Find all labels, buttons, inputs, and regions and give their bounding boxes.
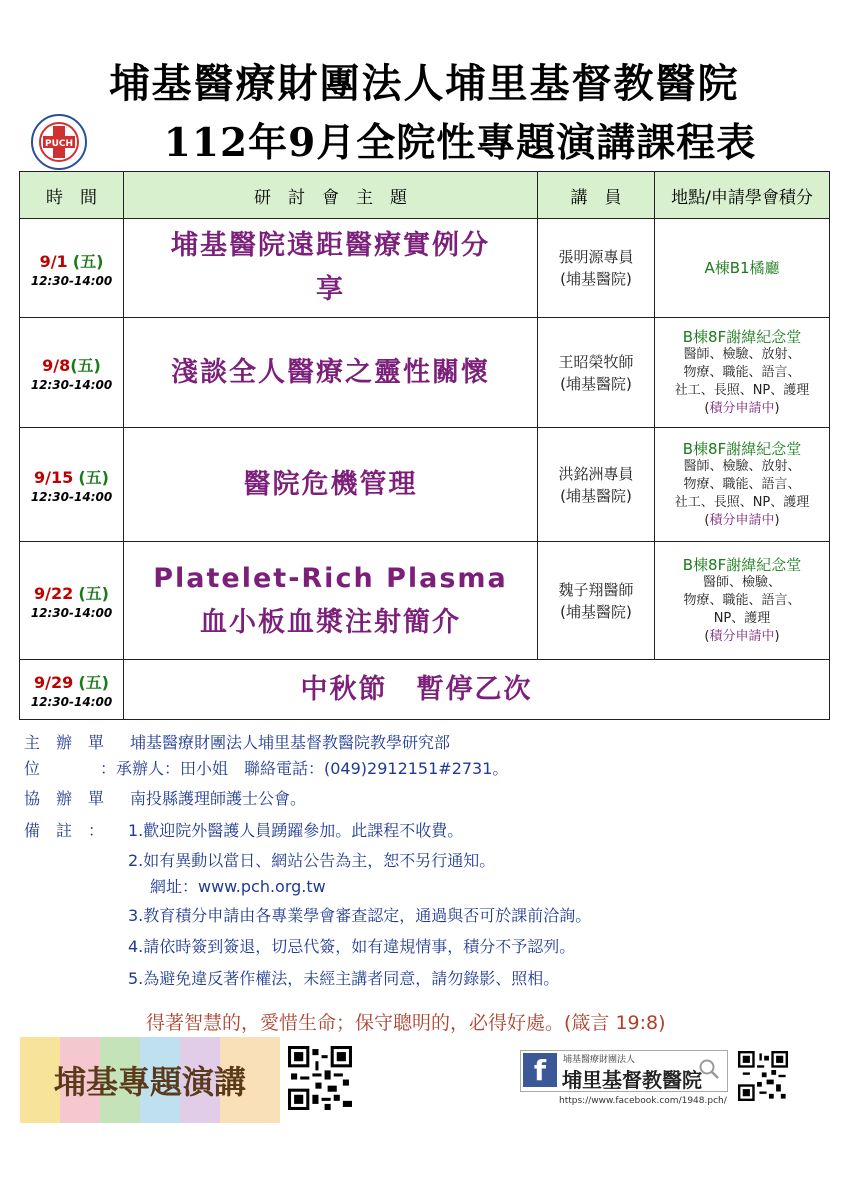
session-time: 12:30-14:00 (30, 490, 113, 504)
session-weekday: (五) (72, 251, 104, 271)
session-date: 9/22 (34, 584, 74, 603)
session-time: 12:30-14:00 (30, 273, 113, 288)
table-row (20, 318, 830, 428)
note-item: 1.歡迎院外醫護人員踴躍參加。此課程不收費。 (128, 821, 464, 840)
facebook-subtitle: 埔基醫療財團法人 (563, 1055, 636, 1065)
speaker-cell (538, 428, 655, 542)
time-cell (20, 542, 124, 660)
notes-label: 備 註 ： (24, 821, 105, 840)
page-subtitle: 112年9月全院性專題演講課程表 (163, 120, 757, 166)
facebook-page-name: 埔里基督教醫院 (562, 1068, 702, 1092)
header-speaker: 講 員 (538, 172, 655, 219)
speaker-name: 魏子翔醫師 (558, 580, 634, 599)
location-cell: B棟8F謝緯紀念堂 醫師、檢驗、放射、 物療、職能、語言、 社工、長照、NP、護理 (積分申請中) (655, 318, 830, 428)
session-weekday: (五) (70, 356, 101, 375)
session-date: 9/8 (42, 356, 71, 375)
speaker-affiliation: (埔基醫院) (560, 602, 632, 621)
proverb: 得著智慧的，愛惜生命；保守聰明的，必得好處。(箴言 19:8) (146, 1012, 666, 1034)
lecture-banner (20, 1037, 280, 1123)
credit-status: 積分申請中 (709, 400, 775, 416)
header-location: 地點/申請學會積分 (655, 172, 830, 219)
note-item: 4.請依時簽到簽退，切忌代簽，如有違規情事，積分不予認列。 (128, 937, 576, 956)
location-line: 醫師、檢驗、放射、 (683, 346, 801, 362)
topic-line: 中秋節 暫停乙次 (300, 673, 533, 705)
speaker-name: 洪銘洲專員 (558, 464, 634, 483)
qr-code-icon (288, 1046, 352, 1110)
header-topic: 研 討 會 主 題 (124, 172, 538, 219)
topic-cell (124, 660, 830, 720)
location-place: B棟8F謝緯紀念堂 (682, 555, 802, 574)
topic-line: 淺談全人醫療之靈性關懷 (171, 356, 490, 388)
location-line: 物療、職能、語言、 (683, 592, 801, 608)
table-row (20, 542, 830, 660)
topic-line: 享 (316, 274, 345, 305)
topic-line: 血小板血漿注射簡介 (200, 606, 461, 638)
location-line: 社工、長照、NP、護理 (674, 494, 810, 510)
speaker-cell (538, 318, 655, 428)
credit-status: 積分申請中 (709, 512, 775, 528)
facebook-url[interactable]: https://www.facebook.com/1948.pch/ (559, 1096, 727, 1106)
time-cell (20, 318, 124, 428)
contact-text: ：承辦人：田小姐 聯絡電話：(049)2912151#2731。 (100, 759, 509, 778)
note-item: 2.如有異動以當日、網站公告為主，恕不另行通知。 (128, 851, 496, 870)
location-line: 醫師、檢驗、 (702, 574, 781, 590)
time-cell (20, 660, 124, 720)
table-header-row (20, 172, 830, 219)
session-weekday: (五) (78, 673, 109, 692)
co-organizer-text: 南投縣護理師護士公會。 (130, 789, 307, 808)
location-cell: B棟8F謝緯紀念堂 醫師、檢驗、放射、 物療、職能、語言、 社工、長照、NP、護理 (積分申請中) (655, 428, 830, 542)
time-cell (20, 219, 124, 318)
schedule-table (19, 171, 830, 720)
session-time: 12:30-14:00 (30, 695, 113, 709)
table-row (20, 219, 830, 318)
speaker-affiliation: (埔基醫院) (560, 270, 632, 288)
speaker-cell (538, 542, 655, 660)
facebook-icon: f (523, 1053, 557, 1087)
time-cell (20, 428, 124, 542)
location-line: 醫師、檢驗、放射、 (683, 458, 801, 474)
header-time: 時 間 (20, 172, 124, 219)
organizer-text: 埔基醫療財團法人埔里基督教醫院教學研究部 (130, 733, 451, 752)
credit-status: 積分申請中 (709, 628, 775, 644)
location-line: 物療、職能、語言、 (683, 476, 801, 492)
speaker-name: 張明源專員 (558, 248, 634, 266)
speaker-affiliation: (埔基醫院) (560, 374, 632, 393)
qr-code-icon (738, 1048, 788, 1104)
session-time: 12:30-14:00 (30, 378, 113, 392)
location-cell (655, 219, 830, 318)
logo-text: PUCH (44, 139, 74, 149)
topic-cell (124, 219, 538, 318)
topic-line: 醫院危機管理 (243, 468, 418, 500)
speaker-name: 王昭榮牧師 (558, 352, 634, 371)
location-line: 物療、職能、語言、 (683, 364, 801, 380)
session-weekday: (五) (78, 468, 109, 487)
location-line: NP、護理 (713, 610, 771, 626)
location-place: B棟8F謝緯紀念堂 (682, 439, 802, 458)
session-date: 9/15 (34, 468, 74, 487)
location-line: 社工、長照、NP、護理 (674, 382, 810, 398)
topic-cell (124, 318, 538, 428)
unit-label: 位 (24, 759, 41, 778)
session-date: 9/1 (39, 251, 68, 271)
search-icon (698, 1058, 720, 1080)
location-cell: B棟8F謝緯紀念堂 醫師、檢驗、 物療、職能、語言、 NP、護理 (積分申請中) (655, 542, 830, 660)
hospital-logo-icon (30, 113, 88, 171)
page-title: 埔基醫療財團法人埔里基督教醫院 (109, 60, 740, 107)
note-url[interactable]: 網址：www.pch.org.tw (150, 877, 326, 896)
note-item: 5.為避免違反著作權法，未經主講者同意，請勿錄影、照相。 (128, 969, 560, 988)
topic-line: Platelet-Rich Plasma (153, 562, 508, 594)
topic-cell (124, 542, 538, 660)
session-time: 12:30-14:00 (30, 606, 113, 620)
location-place: B棟8F謝緯紀念堂 (682, 327, 802, 346)
topic-line: 埔基醫院遠距醫療實例分 (171, 230, 490, 261)
speaker-affiliation: (埔基醫院) (560, 486, 632, 505)
table-row (20, 428, 830, 542)
banner-text: 埔基專題演講 (53, 1063, 247, 1101)
table-row (20, 660, 830, 720)
co-organizer-label: 協 辦 單 (24, 789, 105, 808)
speaker-cell (538, 219, 655, 318)
session-weekday: (五) (78, 584, 109, 603)
topic-cell (124, 428, 538, 542)
note-item: 3.教育積分申請由各專業學會審查認定，通過與否可於課前洽詢。 (128, 906, 592, 925)
location-place: A棟B1橘廳 (704, 259, 780, 277)
organizer-label: 主 辦 單 (24, 733, 105, 752)
session-date: 9/29 (34, 673, 74, 692)
